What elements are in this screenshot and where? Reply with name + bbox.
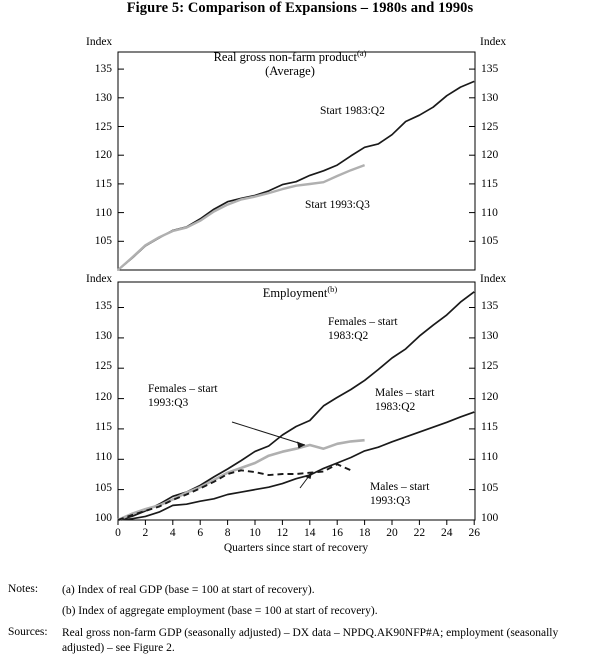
top-ytick-left-125: 125 [94, 120, 112, 133]
sources-label: Sources: [8, 626, 48, 638]
xtick-8: 8 [224, 527, 231, 539]
top-ytick-right-130: 130 [481, 91, 499, 104]
bottom-panel-title-text: Employment$^{(b)}$ [262, 283, 338, 300]
bottom-annot-females-1983: Females – start 1983:Q2 [328, 316, 398, 342]
figure-title: Figure 5: Comparison of Expansions – 1980s and 1990s [126, 0, 474, 16]
top-panel-subtitle-text: (Average) [265, 64, 315, 78]
bottom-ytick-right-125: 125 [481, 360, 499, 373]
note-a: (a) Index of real GDP (base = 100 at start of recovery). [62, 584, 315, 596]
top-ytick-right-135: 135 [481, 63, 499, 75]
xtick-24: 24 [441, 527, 453, 539]
bottom-ytick-right-135: 135 [481, 299, 499, 312]
top-right-index-label: Index [480, 36, 507, 48]
bottom-ytick-right-130: 130 [481, 329, 499, 342]
top-panel-title-text: Real gross non-farm product$^{(a)}$ [213, 47, 367, 64]
bottom-ytick-right-120: 120 [481, 390, 499, 403]
top-ytick-right-115: 115 [481, 177, 498, 190]
notes-label: Notes: [8, 583, 39, 595]
bottom-ytick-left-130: 130 [94, 329, 112, 342]
bottom-annot-males-1993: Males – start 1993:Q3 [370, 481, 430, 507]
bottom-left-index-label: Index [86, 273, 113, 285]
bottom-ytick-right-105: 105 [481, 481, 499, 494]
xtick-18: 18 [358, 527, 371, 539]
top-ytick-left-135: 135 [94, 63, 112, 75]
bottom-ytick-right-100: 100 [481, 512, 499, 524]
bottom-right-index-label: Index [480, 273, 507, 285]
bottom-ytick-left-125: 125 [94, 360, 112, 373]
xtick-12: 12 [276, 527, 289, 539]
bottom-panel-svg [0, 272, 600, 552]
top-ytick-left-130: 130 [94, 91, 112, 104]
xtick-10: 10 [249, 527, 261, 539]
note-b: (b) Index of aggregate employment (base = 100 at start of recovery). [62, 605, 378, 617]
bottom-annot-males-1983: Males – start 1983:Q2 [375, 387, 435, 413]
xtick-0: 0 [115, 527, 121, 539]
xtick-14: 14 [304, 527, 316, 539]
xtick-20: 20 [386, 527, 398, 539]
bottom-ytick-right-115: 115 [481, 420, 498, 433]
top-ytick-left-120: 120 [94, 149, 112, 162]
top-ytick-left-110: 110 [95, 206, 112, 219]
top-ytick-right-110: 110 [481, 206, 498, 219]
xaxis-title: Quarters since start of recovery [223, 542, 369, 554]
bottom-ytick-right-110: 110 [481, 451, 498, 464]
bottom-ytick-left-110: 110 [95, 451, 112, 464]
xtick-22: 22 [413, 527, 426, 539]
xtick-2: 2 [142, 527, 149, 539]
top-annot-1993: Start 1993:Q3 [305, 199, 370, 211]
xtick-4: 4 [169, 527, 176, 539]
sources-text: Real gross non-farm GDP (seasonally adjusted) – DX data – NPDQ.AK90NFP#A; employment (seasonally adjusted) – see Figure 2. [62, 627, 559, 654]
bottom-ytick-left-120: 120 [94, 390, 112, 403]
top-left-index-label: Index [86, 36, 113, 48]
xtick-26: 26 [468, 527, 480, 539]
bottom-ytick-left-100: 100 [94, 512, 112, 524]
bottom-annot-females-1993: Females – start 1993:Q3 [148, 383, 218, 409]
top-ytick-right-120: 120 [481, 149, 499, 162]
bottom-ytick-left-105: 105 [94, 481, 112, 494]
bottom-ytick-left-115: 115 [95, 420, 112, 433]
bottom-ytick-left-135: 135 [94, 299, 112, 312]
xtick-16: 16 [331, 527, 343, 539]
top-ytick-right-125: 125 [481, 120, 499, 133]
top-annot-1983: Start 1983:Q2 [320, 105, 385, 117]
top-ytick-right-105: 105 [481, 235, 499, 248]
xtick-6: 6 [197, 527, 204, 539]
top-ytick-left-115: 115 [95, 177, 112, 190]
top-ytick-left-105: 105 [94, 235, 112, 248]
